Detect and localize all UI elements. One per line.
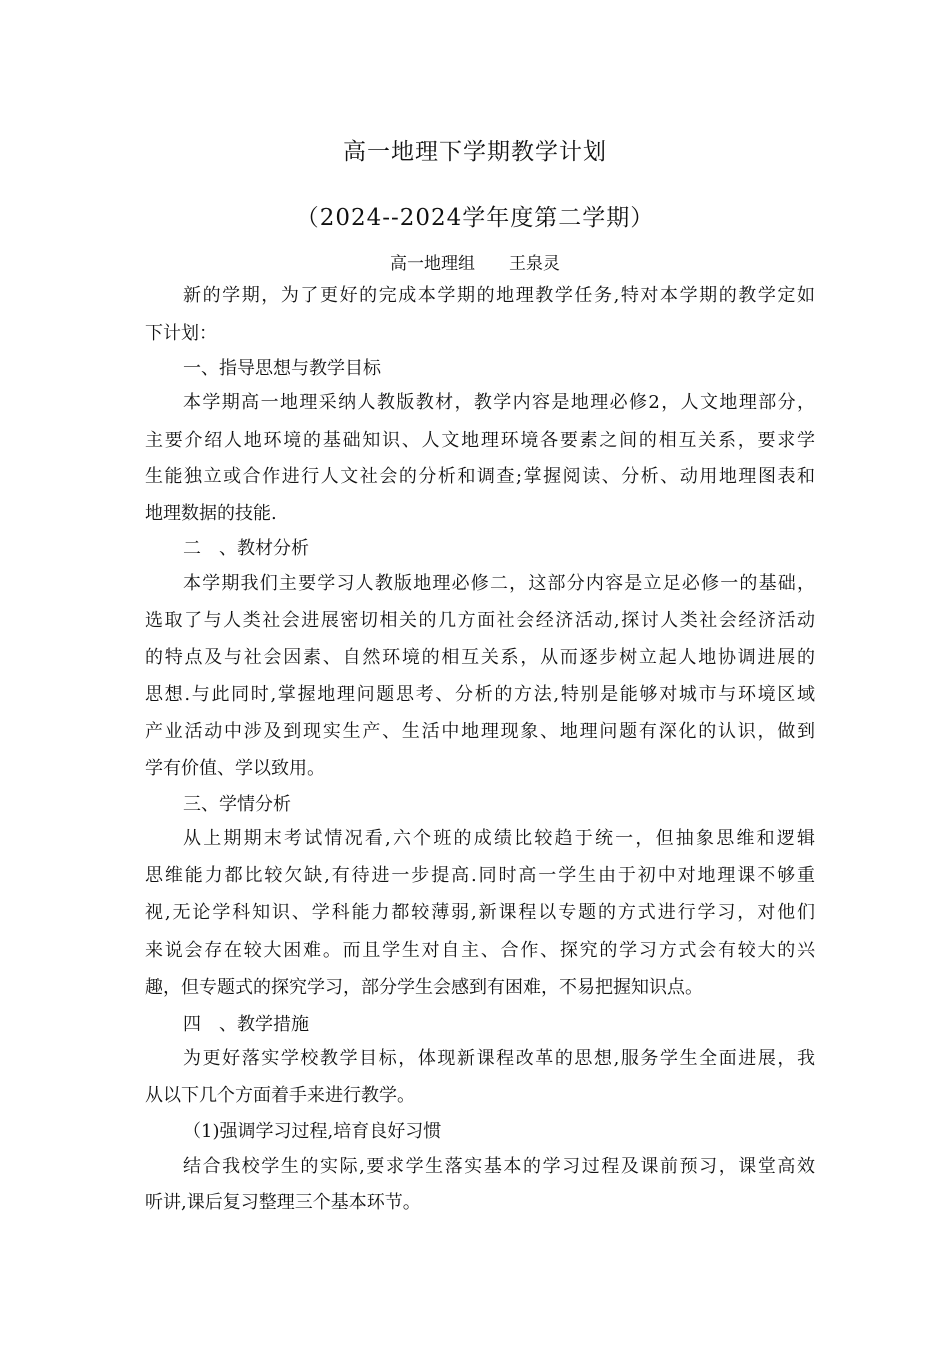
paragraph-line: 为更好落实学校教学目标，体现新课程改革的思想,服务学生全面进展，我 [183,1048,815,1069]
paragraph-line: 地理数据的技能. [145,503,277,524]
paragraph-line: 从以下几个方面着手来进行教学。 [145,1085,415,1106]
section-heading: 四 、教学措施 [183,1014,309,1035]
section-heading: 二 、教材分析 [183,538,309,559]
paragraph-line: 选取了与人类社会进展密切相关的几方面社会经济活动,探讨人类社会经济活动 [145,610,815,631]
author-name: 王泉灵 [509,254,560,274]
paragraph-line: 产业活动中涉及到现实生产、生活中地理现象、地理问题有深化的认识，做到 [145,721,815,742]
paragraph-line: 结合我校学生的实际,要求学生落实基本的学习过程及课前预习，课堂高效 [183,1156,815,1177]
paragraph-line: 本学期高一地理采纳人教版教材，教学内容是地理必修2，人文地理部分， [183,392,815,413]
paragraph-line: 思想.与此同时,掌握地理问题思考、分析的方法,特别是能够对城市与环境区域 [145,684,815,705]
paragraph-line: 从上期期末考试情况看,六个班的成绩比较趋于统一，但抽象思维和逻辑 [183,828,815,849]
paragraph-line: 主要介绍人地环境的基础知识、人文地理环境各要素之间的相互关系，要求学 [145,430,815,451]
paragraph-line: 视,无论学科知识、学科能力都较薄弱,新课程以专题的方式进行学习，对他们 [145,902,815,923]
document-title: 高一地理下学期教学计划 [343,139,607,165]
section-heading: 一、指导思想与教学目标 [183,358,381,379]
paragraph-line: 趣，但专题式的探究学习，部分学生会感到有困难，不易把握知识点。 [145,977,703,998]
paragraph-line: 本学期我们主要学习人教版地理必修二，这部分内容是立足必修一的基础， [183,573,815,594]
paragraph-line: 的特点及与社会因素、自然环境的相互关系，从而逐步树立起人地协调进展的 [145,647,815,668]
subsection-heading: （1)强调学习过程,培育良好习惯 [183,1121,442,1142]
document-subtitle: （2024--2024学年度第二学期） [295,205,655,231]
paragraph-line: 生能独立或合作进行人文社会的分析和调查;掌握阅读、分析、动用地理图表和 [145,466,815,487]
section-heading: 三、学情分析 [183,794,291,815]
paragraph-line: 来说会存在较大困难。而且学生对自主、合作、探究的学习方式会有较大的兴 [145,940,815,961]
paragraph-line: 思维能力都比较欠缺,有待进一步提高.同时高一学生由于初中对地理课不够重 [145,865,815,886]
author-line [0,249,950,274]
author-group: 高一地理组 [390,254,475,274]
paragraph-line: 下计划： [145,323,217,344]
paragraph-line: 听讲,课后复习整理三个基本环节。 [145,1192,421,1213]
paragraph-line: 学有价值、学以致用。 [145,758,325,779]
paragraph-line: 新的学期，为了更好的完成本学期的地理教学任务,特对本学期的教学定如 [183,285,815,306]
